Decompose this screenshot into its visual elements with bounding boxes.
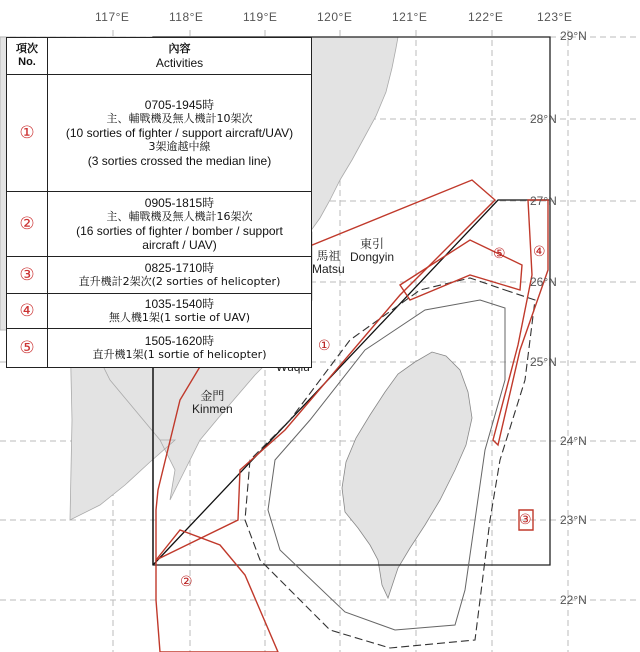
legend-row-time: 1035-1540時: [144, 297, 215, 311]
lon-label: 119°E: [243, 10, 278, 24]
legend-row-activity: [48, 294, 312, 329]
legend-row-number: ①: [7, 75, 48, 192]
legend-row-zh: 直升機1架(1 sortie of helicopter): [92, 348, 267, 361]
legend-row-number: ④: [7, 294, 48, 329]
lat-label: 22°N: [560, 593, 587, 607]
lon-label: 122°E: [468, 10, 504, 24]
lat-label: 27°N: [530, 194, 557, 208]
legend-row-number: ②: [7, 192, 48, 257]
legend-header-no: [7, 38, 48, 75]
legend-row-zh: 無人機1架(1 sortie of UAV): [108, 311, 251, 324]
legend-row-en2: (3 sorties crossed the median line): [87, 154, 272, 168]
legend-header-no-en: No.: [18, 56, 36, 68]
legend-header-act-zh: 內容: [168, 43, 191, 55]
legend-header-no-zh: 項次: [16, 43, 38, 55]
place-kinmen-zh: 金門: [200, 389, 225, 403]
place-dongyin: [350, 238, 394, 264]
legend-row-zh: 直升機計2架次(2 sorties of helicopter): [78, 275, 281, 288]
lon-label: 117°E: [95, 10, 130, 24]
legend-row: [7, 257, 312, 294]
zone-4: [493, 200, 548, 445]
legend-row: [7, 329, 312, 368]
legend-header-act-en: Activities: [155, 56, 204, 70]
place-matsu: [312, 250, 345, 276]
legend-row-number: ③: [7, 257, 48, 294]
legend-row-time: 0825-1710時: [144, 261, 215, 275]
place-dongyin-zh: 東引: [360, 237, 385, 251]
zone-marker-3: ③: [519, 512, 532, 528]
legend-row-time: 0705-1945時: [144, 98, 215, 112]
legend-row: [7, 192, 312, 257]
legend-row-activity: [48, 257, 312, 294]
legend-row-en: (16 sorties of fighter / bomber / support: [76, 224, 283, 238]
lat-label: 29°N: [560, 29, 587, 43]
legend-row-activity: [48, 75, 312, 192]
legend-row-zh2: 3架逾越中線: [148, 140, 211, 153]
zone-marker-1: ①: [318, 338, 331, 354]
lon-label: 120°E: [317, 10, 353, 24]
legend-row-time: 1505-1620時: [144, 334, 215, 348]
lat-label: 23°N: [560, 513, 587, 527]
lon-label: 123°E: [537, 10, 573, 24]
legend-row-en: (10 sorties of fighter / support aircraft/UAV): [65, 126, 294, 140]
place-matsu-zh: 馬祖: [316, 249, 341, 263]
legend-header-activities: [48, 38, 312, 75]
taiwan-land: [342, 352, 472, 598]
legend-row: [7, 294, 312, 329]
zone-2: [156, 530, 278, 652]
place-matsu-en: Matsu: [312, 262, 345, 276]
legend-row-en2: aircraft / UAV): [142, 238, 217, 252]
lat-label: 24°N: [560, 434, 587, 448]
legend-header: [7, 38, 312, 75]
legend-row-activity: [48, 329, 312, 368]
legend-row-activity: [48, 192, 312, 257]
zone-marker-4: ④: [533, 244, 546, 260]
legend-row-number: ⑤: [7, 329, 48, 368]
legend-row-zh: 主、輔戰機及無人機計16架次: [106, 210, 253, 223]
place-kinmen: [192, 390, 233, 416]
lat-label: 25°N: [530, 355, 557, 369]
zone-marker-5: ⑤: [493, 246, 506, 262]
legend-row-zh: 主、輔戰機及無人機計10架次: [106, 112, 253, 125]
lon-label: 121°E: [392, 10, 428, 24]
lon-label: 118°E: [169, 10, 204, 24]
zone-marker-2: ②: [180, 574, 193, 590]
lat-label: 26°N: [530, 275, 557, 289]
lat-label: 28°N: [530, 112, 557, 126]
place-dongyin-en: Dongyin: [350, 250, 395, 264]
activity-legend: [6, 37, 312, 368]
place-kinmen-en: Kinmen: [192, 402, 233, 416]
legend-row: [7, 75, 312, 192]
legend-row-time: 0905-1815時: [144, 196, 215, 210]
